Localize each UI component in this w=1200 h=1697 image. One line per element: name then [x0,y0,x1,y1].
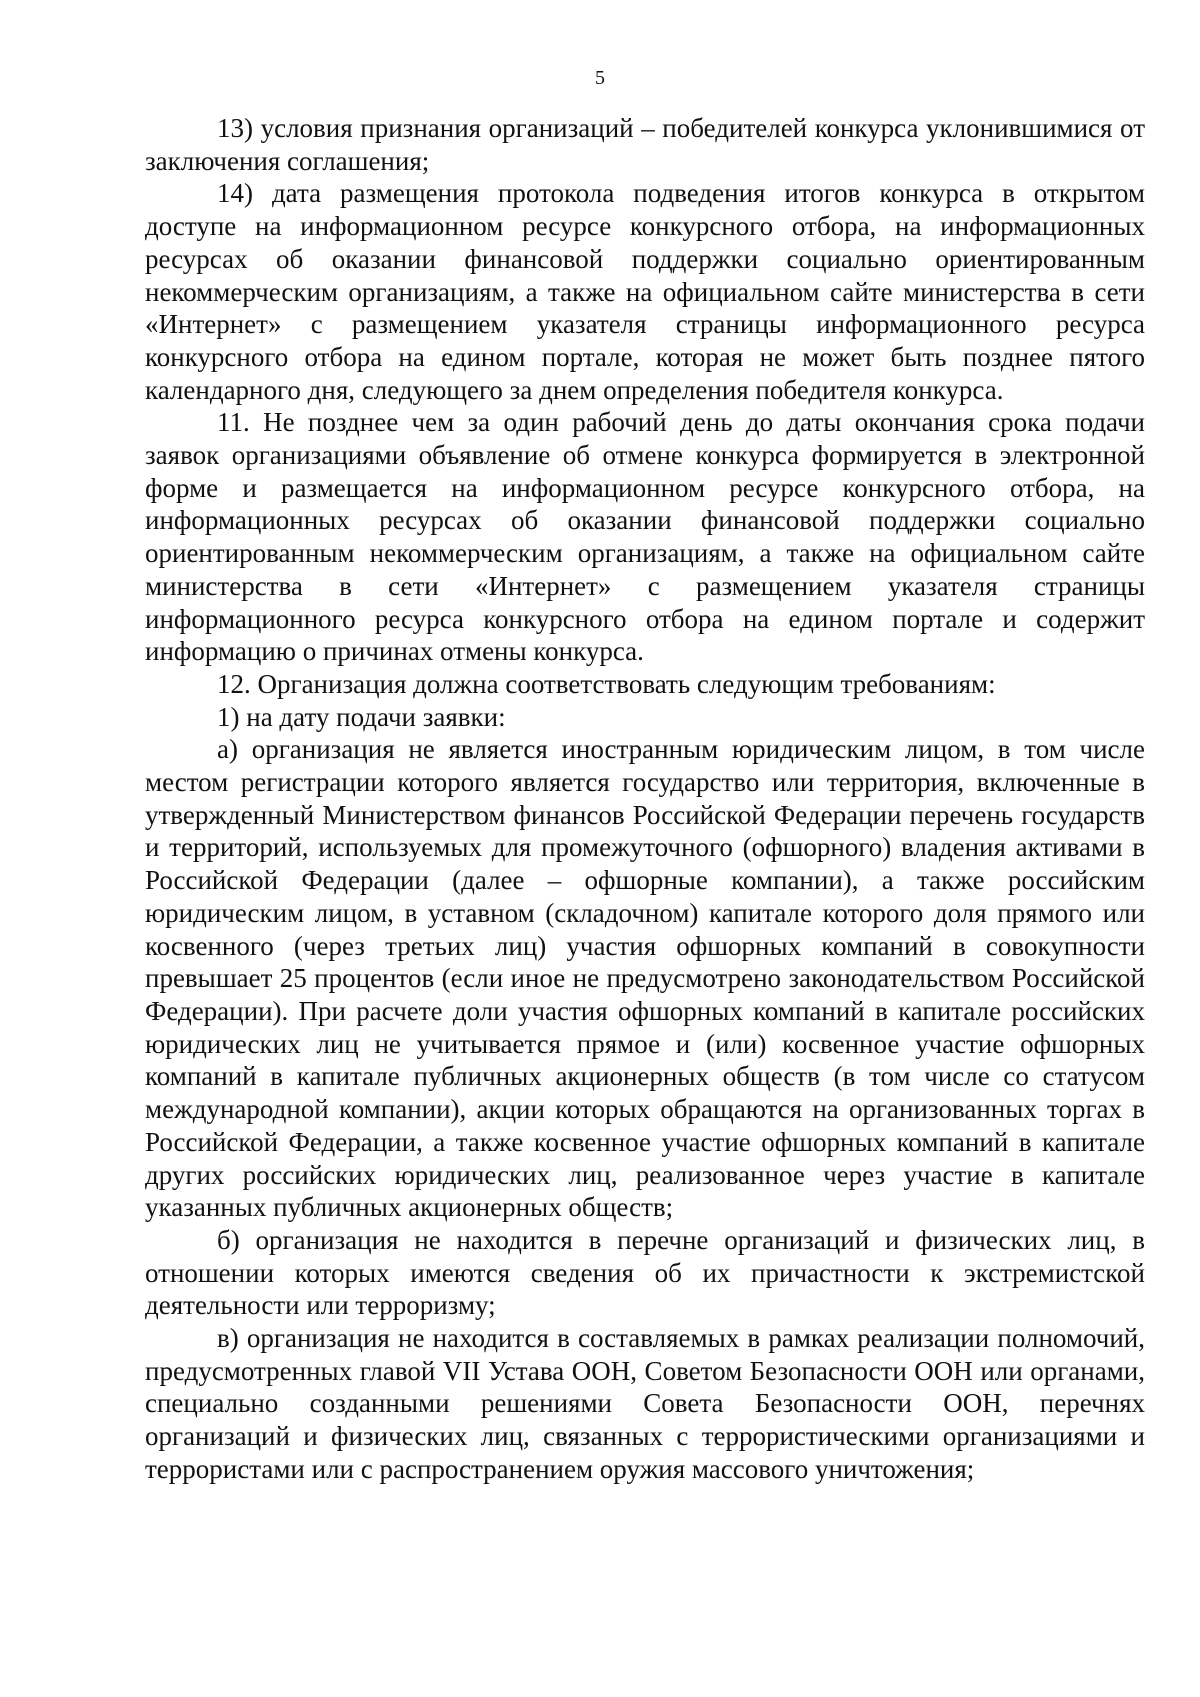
subitem-v-paragraph: в) организация не находится в составляемых в рамках реализации полномочий, предусмотренных главой VII Устава ООН, Советом Безопасности ООН или органами, специально созданными решениями Совета Безопасности ООН, перечнях организаций и физических лиц, связанных с террористическими организациями и террористами или с распространением оружия массового уничтожения; [145,1323,1145,1484]
subclause-1-paragraph: 1) на дату подачи заявки: [217,701,506,732]
document-body [145,112,1145,1486]
clause-11-paragraph: 11. Не позднее чем за один рабочий день до даты окончания срока подачи заявок организациями объявление об отмене конкурса формируется в электронной форме и размещается на информационном ресурсе конкурсного отбора, на информационных ресурсах об оказании финансовой поддержки социально ориентированным некоммерческим организациям, а также на официальном сайте министерства в сети «Интернет» с размещением указателя страницы информационного ресурса конкурсного отбора на едином портале и содержит информацию о причинах отмены конкурса. [145,407,1145,667]
subitem-b-paragraph: б) организация не находится в перечне организаций и физических лиц, в отношении которых имеются сведения об их причастности к экстремистской деятельности или терроризму; [145,1224,1145,1321]
clause-12-heading: 12. Организация должна соответствовать следующим требованиям: [217,668,996,699]
page-number: 5 [595,67,605,89]
subitem-a-paragraph: а) организация не является иностранным юридическим лицом, в том числе местом регистрации которого является государство или территория, включенные в утвержденный Министерством финансов Российской Федерации перечень государств и территорий, используемых для промежуточного (офшорного) владения активами в Российской Федерации (далее – офшорные компании), а также российским юридическим лицом, в уставном (складочном) капитале которого доля прямого или косвенного (через третьих лиц) участия офшорных компаний в совокупности превышает 25 процентов (если иное не предусмотрено законодательством Российской Федерации). При расчете доли участия офшорных компаний в капитале российских юридических лиц не учитывается прямое и (или) косвенное участие офшорных компаний в капитале публичных акционерных обществ (в том числе со статусом международной компании), акции которых обращаются на организованных торгах в Российской Федерации, а также косвенное участие офшорных компаний в капитале других российских юридических лиц, реализованное через участие в капитале указанных публичных акционерных обществ; [145,734,1145,1223]
item-14-paragraph: 14) дата размещения протокола подведения итогов конкурса в открытом доступе на информационном ресурсе конкурсного отбора, на информационных ресурсах об оказании финансовой поддержки социально ориентированным некоммерческим организациям, а также на официальном сайте министерства в сети «Интернет» с размещением указателя страницы информационного ресурса конкурсного отбора на едином портале, которая не может быть позднее пятого календарного дня, следующего за днем определения победителя конкурса. [145,178,1145,405]
item-13-paragraph: 13) условия признания организаций – победителей конкурса уклонившимися от заключения соглашения; [145,113,1145,176]
